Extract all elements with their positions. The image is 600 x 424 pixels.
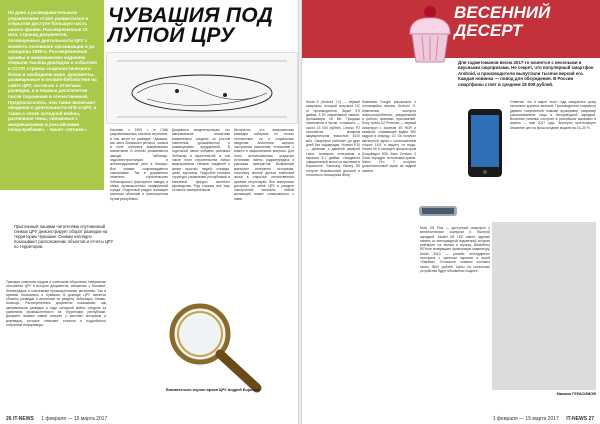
signature: Внимательно изучал архив ЦРУ Андрей Борисов (166, 388, 260, 392)
lead-box: Не дано к разведывательным управлениям «США разместился в открытом доступе большую часть своего архива. Рассекреченные 12 млн. страниц документов, посвященных деятельности ЦРУ с момента основания организации и до середины 1990-х. Рассекреченные архивы в американских изданиях открыли тысячи докладов о событиях в СССР, странах социалистического блока и свободном мире. Документы, размещенные в онлайн-библиотеке на сайте ЦРУ, частично с отчетами разведки, и в первые десятилетия после поражения в отечественной. Предполагалось, они также включают сведения о деятельности КГБ и ЦРУ, а также о эпохе холодной войны, различные темы, связанные с американскими и российскими спецслужбами», - пишет «Огонек». (0, 0, 104, 190)
smartphone-side-image (418, 202, 458, 220)
right-footer (487, 416, 594, 422)
article-title: ЧУВАШИЯ ПОД ЛУПОЙ ЦРУ (108, 4, 274, 47)
page-number: 27 (588, 416, 594, 422)
sidebar-box (492, 222, 596, 390)
right-page (302, 0, 600, 424)
article-title: ВЕСЕННИЙ ДЕСЕРТ (454, 3, 551, 40)
author: Михаил ГЕРАСИМОВ (556, 392, 596, 396)
declassified-document-image (106, 52, 298, 124)
brand-label: IT-NEWS (566, 416, 588, 422)
left-footer (6, 416, 113, 422)
text-column-3: Документы свидетельствуют, что американские аналитики внимательно следили за ростом населения, урожайностью и размещением предприятий. В отдельной папке собраны описания Чебоксар и окрестностей, в том числе план строительства новых микрорайонов. Немало сведений о жизни простых людей: очереди, цены, зарплаты. Подробно описана структура управления республикой и ключевые фигуры местного руководства. Ряд страниц все еще остается засекреченным. (172, 128, 230, 193)
lead-paragraph: Для гаджетоманов весна 2017-го начнется с веселыми и вкусными сюрпризами. Не секрет, что популярный смартфон Android, и производители выпустили тысячи версий его. Каждая новинка — повод для обсуждения. В России смартфоны стоят в среднем 18 000 рублей. (458, 60, 594, 87)
text-column-1: Nokia 6 (Android 7.0) — первый смартфон, который получила ОС от производителя. Экран 5,5 дюйма, 4 ГБ оперативной памяти, фотокамера 16 Мп. Продажи начинаются в Китае, стоимость — около 15 000 рублей. Lenovo P2 отличается мощным аккумулятором емкостью 5100 мАч. Смартфон работает до двух дней без подзарядки. Huawei P10 — флагман с двойной камерой Leica, сканером отпечатков и экраном 5,1 дюйма. Ожидается официальный анонс на выставке в Барселоне. Samsung Galaxy S8 получит безрамочный дисплей и голосового помощника Bixby. (306, 100, 360, 178)
text-column-4: Интересно, что американская разведка собирала не только технические, но и социальные сведения. Аналитики изучали настроения населения, отношение к власти и национальные вопросы. Для этого использовались открытые источники: газеты, радиопередачи и рассказы эмигрантов. Выбранный материал интересен историкам, поскольку многие детали советской эпохи в открытых отечественных архивах отсутствуют. Все материалы доступны на сайте ЦРУ в разделе электронной читальни, любой желающий может ознакомиться с ними. (234, 128, 294, 201)
issue-date: 1 февраля — 15 марта 2017 (492, 416, 559, 422)
text-column-1: Трагедия советских кадров в советском оборонном отвержении отношении ЦРУ в истории документов, связанных с Москвой, Ленинградом и ключевыми промышленными регионами. Так в архивах отыскались и Чувашия. В докладе ЦРУ имеются объекты разведки и аналитики по разделу Чебоксары, Канаш, Алатырь. Рассекреченные документы показывают, как американская разведка в годы холодной войны следила за развитием промышленности на территории республики. Документ вызвал живой интерес у местных историков и краеведов, которые отмечают точность и подробность собранной информации. (6, 280, 106, 327)
left-page (0, 0, 298, 424)
page-number: 26 (6, 416, 12, 422)
text-column-2: Начиная с 1953 г. в США разрабатывалась система спутников, в том числе по разведке. Чувашия, как часть Волжского региона, попала в поле интереса американских аналитиков. В отчетах упоминаются заводы Чебоксар, гидроэлектростанция и железнодорожный узел в Канаше. Все снимки сопровождаются описаниями. Так в документах отмечено строительство Чебоксарского тракторного завода, а также промышленных предприятий города. Отдельный раздел посвящен военным объектам и транспортным путям республики. (110, 128, 168, 201)
text-column-2: Компания Google рассказала о готовящейся версии Android O. Изменения коснутся энергопотребления, уведомлений и работы фоновых приложений. Sony Xperia XZ Premium — первый смартфон с экраном 4K HDR и камерой, снимающей видео 960 кадров в секунду. LG G6 получил вытянутый экран с соотношением сторон 18:9 и защиту от воды. Xiaomi Mi 6 оснащен процессором Snapdragon 835. Asus Zenfone 3 Zoom порадует оптическим зумом. Meizu Pro 7 получил дополнительный экран на задней панели. (362, 100, 416, 173)
image-caption: Присланный нашими читателями спутниковый снимок ЦРУ демонстрирует оборот разведки на территорию Чувашии. Снимки наглядно показывают расположение объектов и отчеты ЦРУ по территории. (14, 224, 114, 249)
magnifying-glass-icon (162, 296, 272, 396)
smartphone-image (466, 108, 504, 178)
text-column-4: Отметим, что в марте этого года ожидаются сразу несколько крупных анонсов. Производители стараются удивить покупателей новыми функциями, например распознаванием лица и беспроводной зарядкой. Весенние новинки поступят в российские магазины в апреле — мае 2017 года. Эксперты прогнозируют снижение цен на прошлогодние модели на 15–20 %. (510, 100, 596, 130)
text-column-3: Moto G5 Plus — доступный смартфон с металлическим корпусом и быстрой зарядкой. Alcatel A5 LED имеет заднюю панель со светодиодной подсветкой, которая реагирует на звонки и музыку. BlackBerry KEYone возвращает физическую клавиатуру. Nokia 3310 — ремейк легендарного телефона с цветным экраном и игрой «Змейка». Стоимость новинки составит около 3500 рублей. Цены на остальные устройства будут объявлены позднее. (420, 226, 490, 273)
cupcake-icon (402, 4, 458, 66)
brand-label: IT-NEWS (12, 416, 34, 422)
issue-date: 1 февраля — 15 марта 2017 (41, 416, 108, 422)
